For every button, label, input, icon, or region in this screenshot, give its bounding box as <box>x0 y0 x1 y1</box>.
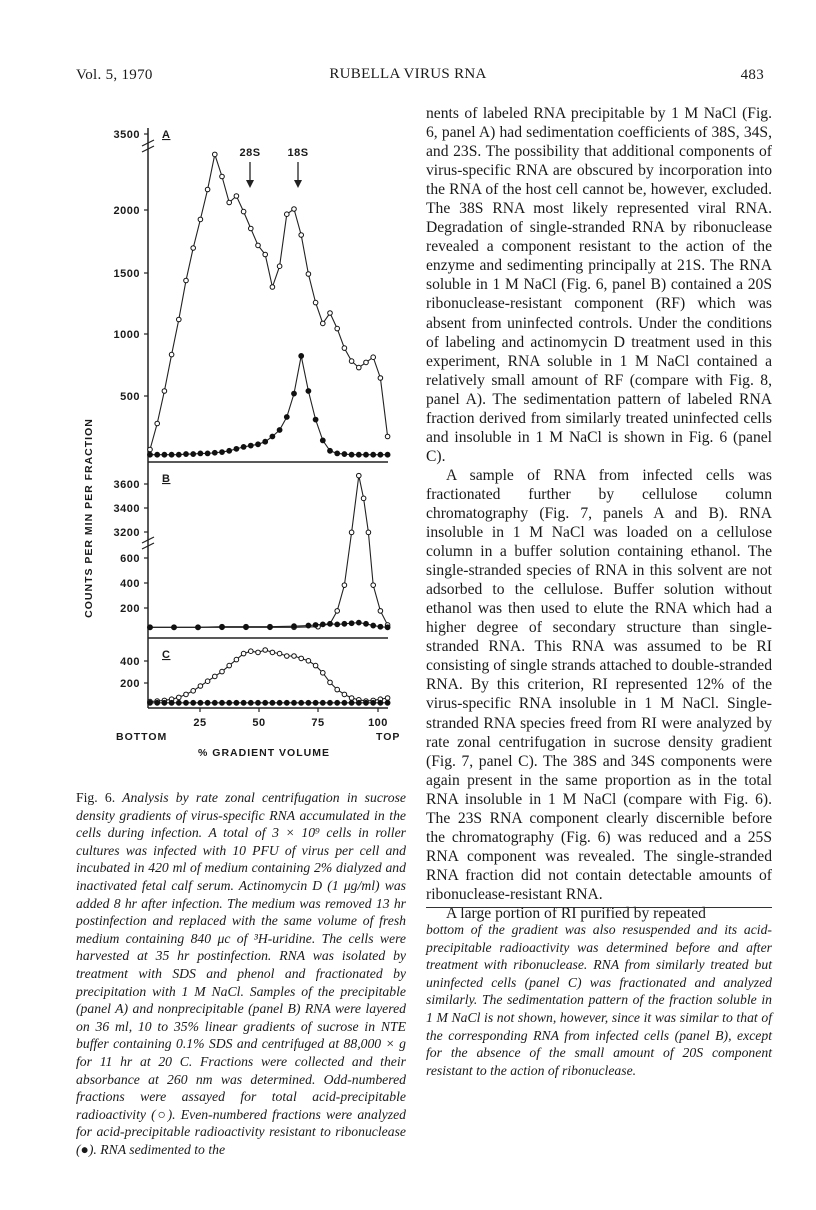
panel-a-data-point <box>378 452 383 457</box>
panel-a-data-point <box>155 452 160 457</box>
panel-c-data-point <box>306 659 311 664</box>
panel-a-series-line-total <box>150 154 388 449</box>
panel-c-data-point <box>227 663 232 668</box>
panel-a-data-point <box>198 217 203 222</box>
body-paragraph-1: nents of labeled RNA precipitable by 1 M NaCl (Fig. 6, panel A) had sedimentation coefficients of 38S, 34S, and 23S. The possibility that additional components of virus-specific RNA are obscured by incorporation into the RNA of the host cell cannot be, however, excluded. The 38S RNA most likely represented viral RNA. Degradation of single-stranded RNA by ribonuclease revealed a component resistant to the action of the enzyme and sedimenting principally at 21S. The RNA soluble in 1 M NaCl (Fig. 6, panel B) contained a 20S ribonuclease-resistant component (RF) which was absent from uninfected controls. Under the conditions of labeling and actinomycin D treatment used in this experiment, RNA soluble in 1 M NaCl contained a relatively small amount of RF (compare with Fig. 8, panel A). The sedimentation pattern of labeled RNA fraction derived from similarly treated uninfected cells and insoluble in 1 M NaCl is shown in Fig. 6 (panel C). <box>426 105 772 465</box>
panel-b-data-point <box>313 623 318 628</box>
panel-a-data-point <box>320 438 325 443</box>
y-tick-label: 400 <box>120 656 140 668</box>
panel-a-data-point <box>191 246 196 251</box>
panel-c-data-point <box>313 663 318 668</box>
panel-b-data-point <box>268 624 273 629</box>
panel-a-data-point <box>162 452 167 457</box>
panel-b-data-point <box>364 621 369 626</box>
panel-c-data-point <box>356 700 361 705</box>
panel-a-data-point <box>227 200 232 205</box>
panel-c-data-point <box>184 700 189 705</box>
panel-c-data-point <box>385 700 390 705</box>
panel-b-data-point <box>148 625 153 630</box>
y-tick-label: 2000 <box>113 205 140 217</box>
panel-a-data-point <box>263 439 268 444</box>
y-tick-label: 600 <box>120 553 140 565</box>
panel-c-data-point <box>198 684 203 689</box>
y-tick-label: 3600 <box>113 479 140 491</box>
panel-b-data-point <box>349 530 354 535</box>
panel-b-data-point <box>378 609 383 614</box>
x-tick-label: 25 <box>193 717 207 729</box>
panel-b-data-point <box>385 625 390 630</box>
panel-c-data-point <box>155 700 160 705</box>
panel-a-data-point <box>306 272 311 277</box>
panel-a-data-point <box>328 448 333 453</box>
panel-a-data-point <box>292 207 297 212</box>
x-tick-label: 50 <box>252 717 266 729</box>
panel-a-data-point <box>176 452 181 457</box>
panel-c-data-point <box>234 657 239 662</box>
bottom-label: BOTTOM <box>116 731 168 743</box>
panel-a-data-point <box>371 355 376 360</box>
panel-a-data-point <box>284 415 289 420</box>
panel-a-data-point <box>177 317 182 322</box>
panel-c-data-point <box>162 700 167 705</box>
panel-a-data-point <box>285 212 290 217</box>
top-label: TOP <box>376 731 400 743</box>
panel-a-data-point <box>213 152 218 157</box>
panel-c-data-point <box>270 650 275 655</box>
panel-a-data-point <box>364 360 369 365</box>
panel-a-data-point <box>205 451 210 456</box>
panel-a-data-point <box>299 354 304 359</box>
panel-c-data-point <box>385 696 390 701</box>
panel-a-data-point <box>306 389 311 394</box>
panel-b-data-point <box>328 621 333 626</box>
panel-a-data-point <box>169 352 174 357</box>
panel-c-data-point <box>335 687 340 692</box>
panel-c-data-point <box>349 696 354 701</box>
panel-c-data-point <box>277 651 282 656</box>
panel-a-data-point <box>313 417 318 422</box>
panel-c-data-point <box>227 700 232 705</box>
y-tick-label: 400 <box>120 578 140 590</box>
panel-a-data-point <box>356 452 361 457</box>
panel-a-data-point <box>270 434 275 439</box>
panel-a-data-point <box>191 452 196 457</box>
panel-a-data-point <box>385 452 390 457</box>
panel-c-data-point <box>342 692 347 697</box>
panel-c-data-point <box>198 700 203 705</box>
panel-c-data-point <box>306 700 311 705</box>
panel-b-data-point <box>371 583 376 588</box>
x-tick-label: 75 <box>311 717 325 729</box>
panel-a-data-point <box>256 442 261 447</box>
panel-a-data-point <box>313 300 318 305</box>
running-header-volume: Vol. 5, 1970 <box>76 67 153 83</box>
x-axis-label: % GRADIENT VOLUME <box>198 747 330 758</box>
panel-a-data-point <box>378 376 383 381</box>
panel-c-data-point <box>241 651 246 656</box>
panel-c-data-point <box>191 700 196 705</box>
panel-c-data-point <box>320 700 325 705</box>
panel-b-data-point <box>371 623 376 628</box>
panel-a-data-point <box>263 252 268 257</box>
chart-marks <box>148 152 390 705</box>
panel-a-data-point <box>270 285 275 290</box>
panel-a-data-point <box>148 447 153 452</box>
panel-c-data-point <box>292 700 297 705</box>
panel-c-data-point <box>220 669 225 674</box>
panel-c-data-point <box>241 700 246 705</box>
panel-b-label: B <box>162 473 171 485</box>
panel-a-data-point <box>234 446 239 451</box>
panel-c-data-point <box>212 700 217 705</box>
figure-caption-text: Analysis by rate zonal centrifugation in sucrose density gradients of virus-specific RNA accumulated in the cells during infection. A total of 3 × 10⁹ cells in roller cultures was infected with 10 PFU of virus per cell and incubated in 420 ml of medium containing 2% dialyzed and inactivated fetal calf serum. Actinomycin D (1 μg/ml) was added 8 hr after infection. The medium was removed 13 hr postinfection and replaced with the same volume of fresh medium containing 840 μc of ³H-uridine. The cells were harvested at 35 hr postinfection. RNA was isolated by treatment with SDS and phenol and fractionated by precipitation with 1 M NaCl. Samples of the precipitable (panel A) and nonprecipitable (panel B) RNA were layered on 36 ml, 10 to 35% linear gradients of sucrose in NTE buffer containing 0.1% SDS and centrifuged at 88,000 × g for 11 hr at 20 C. Fractions were collected and their absorbance at 260 nm was determined. Odd-numbered fractions were assayed for total acid-precipitable radioactivity (○). Even-numbered fractions were analyzed for acid-precipitable radioactivity resistant to ribonuclease (●). RNA sedimented to the <box>76 790 406 1157</box>
panel-a-data-point <box>241 209 246 214</box>
panel-a-data-point <box>342 452 347 457</box>
panel-a-data-point <box>234 194 239 199</box>
panel-a-data-point <box>212 450 217 455</box>
panel-a-data-point <box>364 452 369 457</box>
panel-a-data-point <box>220 174 225 179</box>
panel-b-data-point <box>361 496 366 501</box>
panel-a-data-point <box>148 452 153 457</box>
figure-caption-continuation: bottom of the gradient was also resuspended and its acid-precipitable radioactivity was determined before and after treatment with ribonuclease. RNA from similarly treated but uninfected cells (panel C) was fractionated and analyzed similarly. The sedimentation pattern of the fraction soluble in 1 M NaCl is not shown, however, since it was similar to that of the corresponding RNA from infected cells (panel B), except for the absence of the small amount of 20S component resistant to the action of ribonuclease. <box>426 922 772 1078</box>
y-tick-label: 1500 <box>113 268 140 280</box>
y-tick-label: 200 <box>120 603 140 615</box>
panel-b-data-point <box>320 622 325 627</box>
panel-c-data-point <box>299 656 304 661</box>
panel-a-data-point <box>299 233 304 238</box>
panel-c-data-point <box>177 695 182 700</box>
panel-a-data-point <box>357 365 362 370</box>
panel-a-data-point <box>321 321 326 326</box>
y-tick-label: 500 <box>120 391 140 403</box>
panel-b-data-point <box>335 609 340 614</box>
panel-c-data-point <box>256 700 261 705</box>
panel-c-data-point <box>328 700 333 705</box>
panel-c-data-point <box>176 700 181 705</box>
panel-c-data-point <box>284 700 289 705</box>
marker-label-28s: 28S <box>239 147 261 159</box>
panel-a-series-line-rnase <box>150 356 388 455</box>
panel-a-data-point <box>292 391 297 396</box>
panel-b-data-point <box>196 625 201 630</box>
x-tick-label: 100 <box>368 717 388 729</box>
panel-b-data-point <box>349 621 354 626</box>
panel-a-data-point <box>205 187 210 192</box>
y-tick-label: 3200 <box>113 527 140 539</box>
panel-a-data-point <box>220 450 225 455</box>
panel-c-data-point <box>148 700 153 705</box>
panel-b-data-point <box>357 473 362 478</box>
panel-c-data-point <box>299 700 304 705</box>
figure-caption-label: Fig. 6. <box>76 790 116 805</box>
panel-a-data-point <box>277 264 282 269</box>
panel-a-data-point <box>169 452 174 457</box>
body-text-column <box>426 104 772 923</box>
panel-c-data-point <box>205 679 210 684</box>
panel-b-data-point <box>342 621 347 626</box>
panel-c-data-point <box>285 654 290 659</box>
page-number: 483 <box>740 67 764 83</box>
panel-c-data-point <box>248 700 253 705</box>
panel-c-data-point <box>184 692 189 697</box>
panel-a-data-point <box>349 359 354 364</box>
panel-c-data-point <box>256 650 261 655</box>
panel-b-data-point <box>335 622 340 627</box>
panel-c-data-point <box>270 700 275 705</box>
y-tick-label: 1000 <box>113 329 140 341</box>
panel-c-data-point <box>342 700 347 705</box>
panel-b-data-point <box>366 530 371 535</box>
panel-a-data-point <box>335 326 340 331</box>
panel-c-label: C <box>162 649 171 661</box>
panel-a-data-point <box>241 445 246 450</box>
column-divider <box>426 907 772 908</box>
y-axis-label: COUNTS PER MIN PER FRACTION <box>83 418 95 618</box>
panel-a-data-point <box>162 389 167 394</box>
panel-c-data-point <box>169 700 174 705</box>
panel-a-data-point <box>385 434 390 439</box>
panel-c-data-point <box>277 700 282 705</box>
panel-b-data-point <box>356 620 361 625</box>
panel-a-data-point <box>371 452 376 457</box>
y-tick-label: 3500 <box>113 129 140 141</box>
panel-b-data-point <box>172 625 177 630</box>
panel-a-data-point <box>342 346 347 351</box>
panel-a-data-point <box>198 451 203 456</box>
panel-a-data-point <box>248 443 253 448</box>
panel-a-data-point <box>155 421 160 426</box>
running-header-title: RUBELLA VIRUS RNA <box>329 66 487 82</box>
y-tick-label: 200 <box>120 678 140 690</box>
panel-b-data-point <box>220 624 225 629</box>
panel-c-data-point <box>213 674 218 679</box>
body-paragraph-3: A large portion of RI purified by repeated <box>446 904 706 922</box>
marker-label-18s: 18S <box>287 147 309 159</box>
panel-c-data-point <box>263 648 268 653</box>
panel-a-data-point <box>349 452 354 457</box>
panel-a-label: A <box>162 129 171 141</box>
panel-c-data-point <box>249 649 254 654</box>
panel-a-data-point <box>277 428 282 433</box>
panel-a-data-point <box>184 278 189 283</box>
panel-a-data-point <box>249 226 254 231</box>
panel-a-data-point <box>335 451 340 456</box>
panel-c-data-point <box>313 700 318 705</box>
panel-b-series-line-total <box>150 476 388 628</box>
panel-a-data-point <box>184 452 189 457</box>
panel-c-data-point <box>234 700 239 705</box>
panel-c-data-point <box>263 700 268 705</box>
panel-c-data-point <box>371 700 376 705</box>
panel-c-data-point <box>364 700 369 705</box>
panel-c-data-point <box>378 700 383 705</box>
panel-c-data-point <box>335 700 340 705</box>
panel-c-data-point <box>191 689 196 694</box>
panel-c-data-point <box>205 700 210 705</box>
panel-b-data-point <box>342 583 347 588</box>
y-tick-label: 3400 <box>113 503 140 515</box>
panel-a-data-point <box>256 243 261 248</box>
body-paragraph-2: A sample of RNA from infected cells was fractionated further by cellulose column chromatography (Fig. 7, panels A and B). RNA insoluble in 1 M NaCl was loaded on a cellulose column in a buffer solution containing ethanol. The single-stranded species of RNA in this solvent are not adsorbed to the cellulose. Buffer solution without ethanol was then used to elute the RNA which had a higher degree of secondary structure than single-stranded RNA. This RNA was assumed to be RI consisting of single strands attached to double-stranded RNA. By this criterion, RI represented 12% of the virus-specific RNA insoluble in 1 M NaCl. Single-stranded RNA species freed from RI were analyzed by rate zonal centrifugation in sucrose density gradient (Fig. 7, panel C). The 38S and 34S components were again present in the same proportion as in the total RNA insoluble in 1 M NaCl (compare with Fig. 6). The 23S RNA component clearly discernible before the chromatography (Fig. 6) was reduced and a 25S RNA component was revealed. The single-stranded RNA fraction did not contain detectable amounts of ribonuclease-resistant RNA. <box>426 466 772 903</box>
panel-b-axis <box>114 462 388 638</box>
panel-c-data-point <box>349 700 354 705</box>
figure-caption <box>76 789 406 1158</box>
panel-a-data-point <box>328 311 333 316</box>
panel-b-data-point <box>378 624 383 629</box>
panel-c-data-point <box>321 671 326 676</box>
panel-c-data-point <box>220 700 225 705</box>
panel-c-data-point <box>292 654 297 659</box>
panel-a-data-point <box>227 448 232 453</box>
panel-b-data-point <box>306 623 311 628</box>
panel-b-data-point <box>244 624 249 629</box>
panel-b-data-point <box>292 624 297 629</box>
figure-6-chart <box>70 118 400 758</box>
panel-a-axis <box>114 128 388 462</box>
panel-c-data-point <box>328 680 333 685</box>
